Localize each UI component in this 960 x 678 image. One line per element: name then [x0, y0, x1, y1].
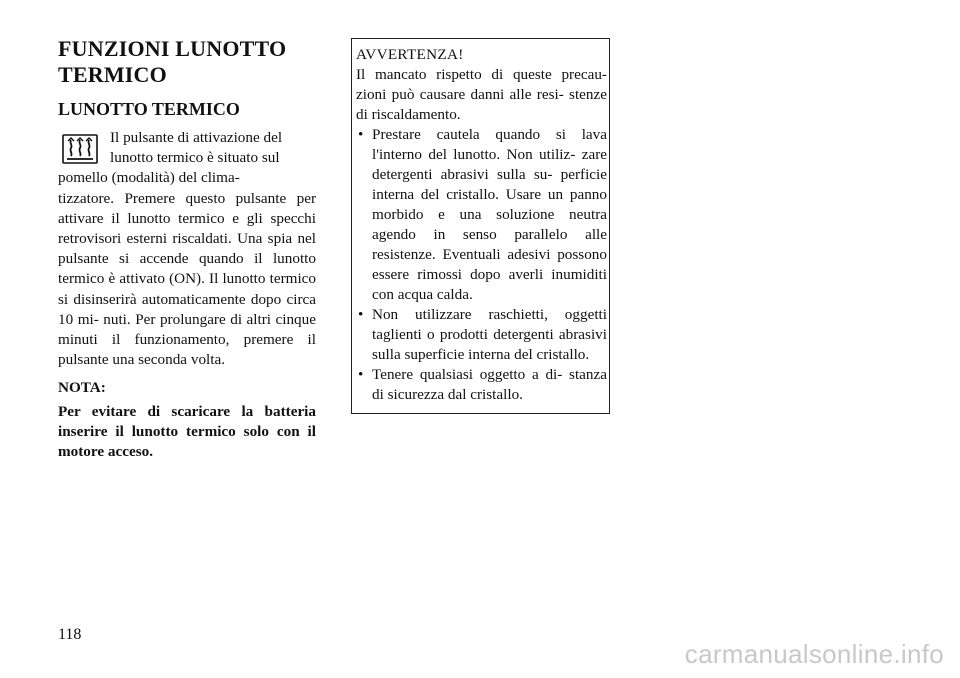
- note-label: NOTA:: [58, 379, 106, 397]
- warning-bullet-2: • Non utilizzare raschietti, oggetti taglienti o prodotti detergenti abrasivi sulla superficie interna del cristallo.: [356, 305, 607, 365]
- title-line-1: FUNZIONI LUNOTTO: [58, 36, 287, 61]
- warning-bullet-3: • Tenere qualsiasi oggetto a di- stanza di sicurezza dal cristallo.: [356, 365, 607, 405]
- warning-bullet-1: • Prestare cautela quando si lava l'interno del lunotto. Non utiliz- zare detergenti abrasivi sulla su- perficie interna del cristallo. Usare un panno morbido e una soluzione neutra agendo in senso parallelo alle resistenze. Eventuali adesivi possono essere rimossi dopo averli inumiditi con acqua calda.: [356, 125, 607, 305]
- section-subtitle: LUNOTTO TERMICO: [58, 99, 240, 119]
- page-title: [58, 36, 316, 88]
- title-line-2: TERMICO: [58, 62, 167, 87]
- watermark: carmanualsonline.info: [684, 639, 944, 669]
- note-text: Per evitare di scaricare la batteria inserire il lunotto termico solo con il motore acceso.: [58, 403, 316, 461]
- rear-defroster-icon: [62, 134, 98, 164]
- warning-box: [351, 38, 610, 414]
- page-number: 118: [58, 626, 82, 643]
- desc-line-2: lunotto termico è situato sul: [110, 149, 280, 167]
- left-column: [58, 36, 316, 462]
- description-paragraph: [58, 128, 316, 370]
- desc-line-3: pomello (modalità) del clima-: [58, 169, 240, 187]
- desc-body: tizzatore. Premere questo pulsante per attivare il lunotto termico e gli specchi retrovisori esterni riscaldati. Una spia nel pulsante si accende quando il lunotto termico è attivato (ON). Il lunotto termico si disinserirà automaticamente dopo circa 10 mi- nuti. Per prolungare di altri cinque minuti il funzionamento, premere il pulsante una seconda volta.: [58, 189, 316, 369]
- warning-title: AVVERTENZA!: [356, 46, 464, 63]
- desc-line-1: Il pulsante di attivazione del: [110, 129, 283, 146]
- warning-list: [356, 125, 607, 405]
- warning-intro: Il mancato rispetto di queste precau- zioni può causare danni alle resi- stenze di riscaldamento.: [356, 66, 607, 123]
